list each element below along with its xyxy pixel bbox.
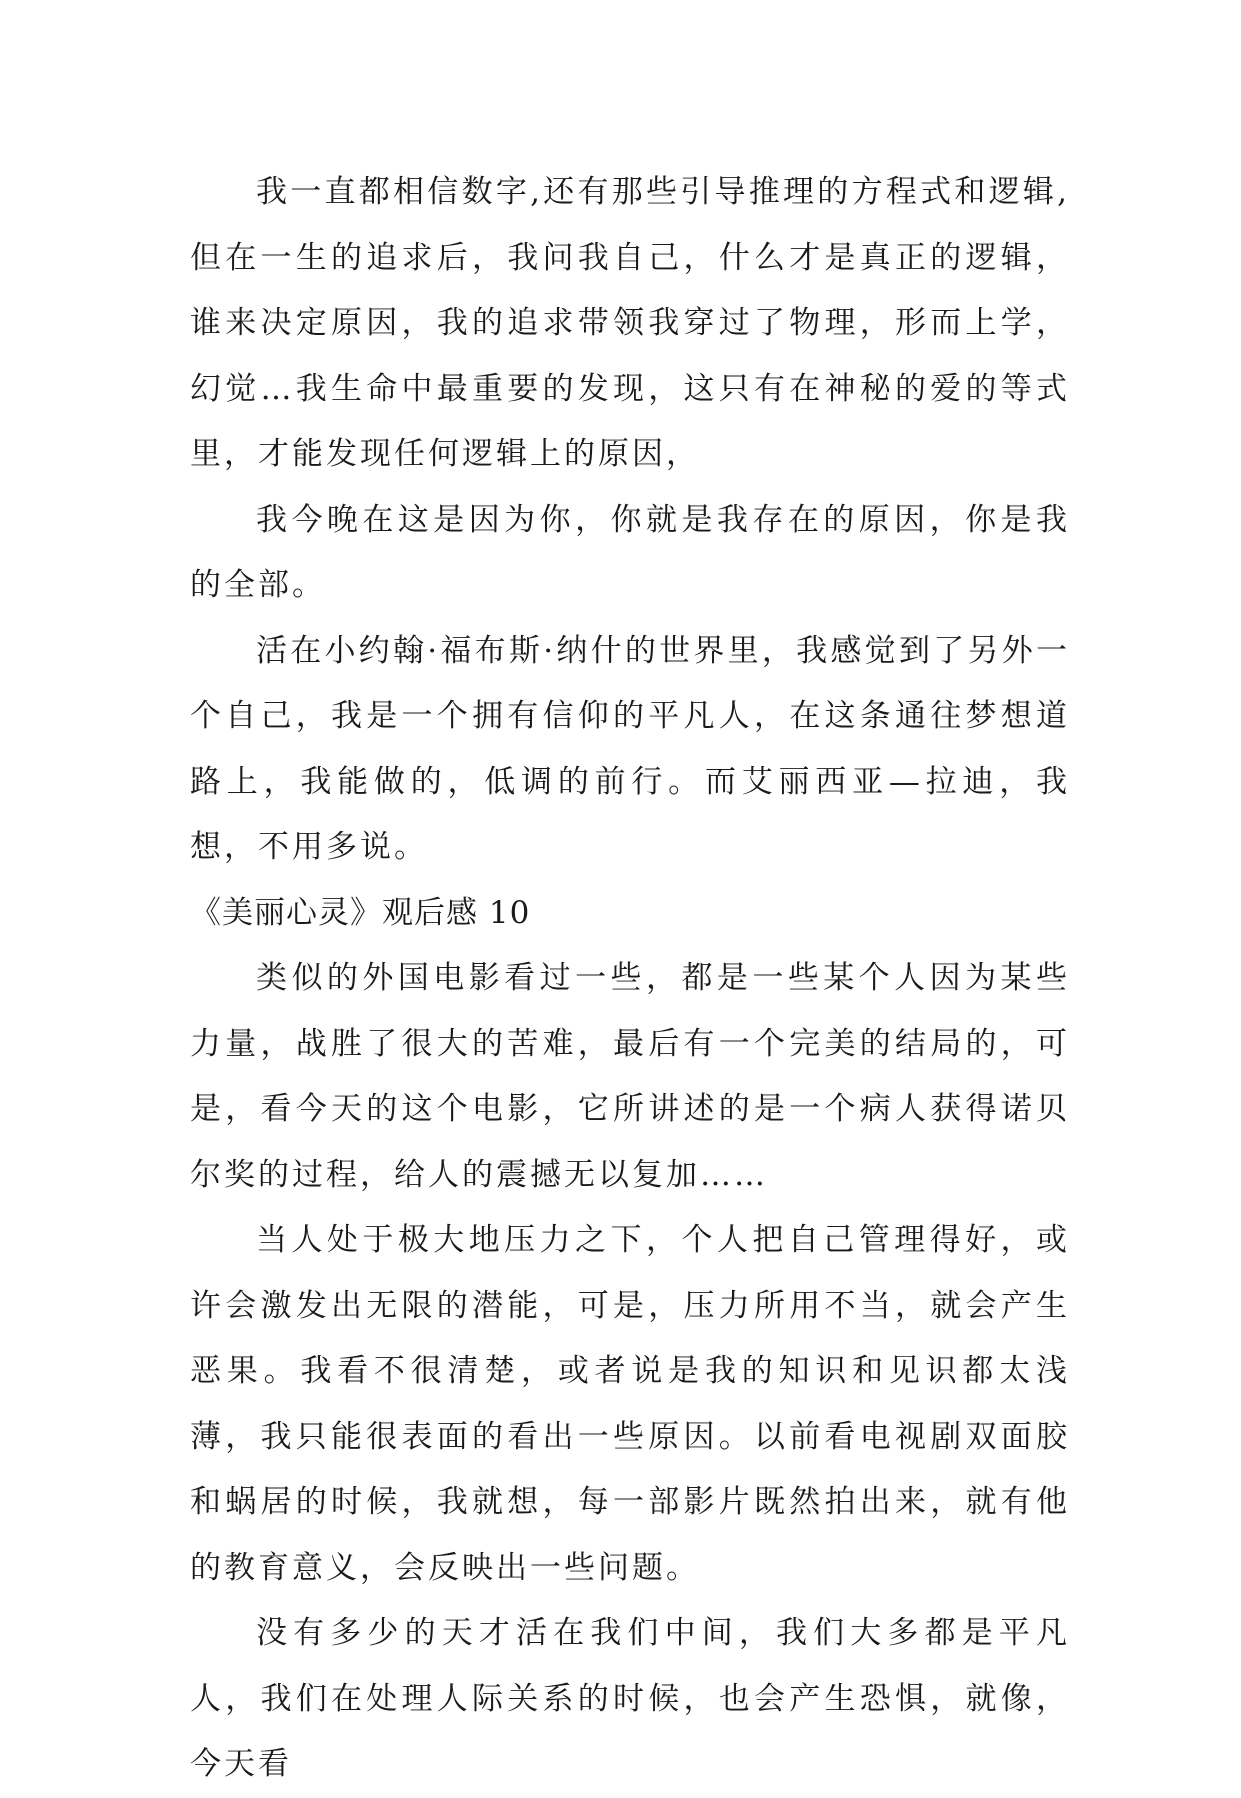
section-heading: 《美丽心灵》观后感 10	[190, 894, 531, 931]
paragraph: 没有多少的天才活在我们中间，我们大多都是平凡人，我们在处理人际关系的时候，也会产生恐惧，就像，今天看	[190, 1615, 1070, 1782]
paragraph: 活在小约翰·福布斯·纳什的世界里，我感觉到了另外一个自己，我是一个拥有信仰的平凡人，在这条通往梦想道路上，我能做的，低调的前行。而艾丽西亚—拉迪，我想，不用多说。	[190, 632, 1070, 865]
paragraph: 当人处于极大地压力之下，个人把自己管理得好，或许会激发出无限的潜能，可是，压力所用不当，就会产生恶果。我看不很清楚，或者说是我的知识和见识都太浅薄，我只能很表面的看出一些原因。以前看电视剧双面胶和蜗居的时候，我就想，每一部影片既然拍出来，就有他的教育意义，会反映出一些问题。	[190, 1222, 1070, 1586]
paragraph: 我一直都相信数字,还有那些引导推理的方程式和逻辑,但在一生的追求后，我问我自己，什么才是真正的逻辑，谁来决定原因，我的追求带领我穿过了物理，形而上学，幻觉…我生命中最重要的发现，这只有在神秘的爱的等式里，才能发现任何逻辑上的原因，	[190, 174, 1070, 472]
paragraph: 我今晚在这是因为你，你就是我存在的原因，你是我的全部。	[190, 501, 1070, 603]
document-body	[190, 160, 1070, 1798]
paragraph: 类似的外国电影看过一些，都是一些某个人因为某些力量，战胜了很大的苦难，最后有一个完美的结局的，可是，看今天的这个电影，它所讲述的是一个病人获得诺贝尔奖的过程，给人的震撼无以复加……	[190, 960, 1070, 1193]
